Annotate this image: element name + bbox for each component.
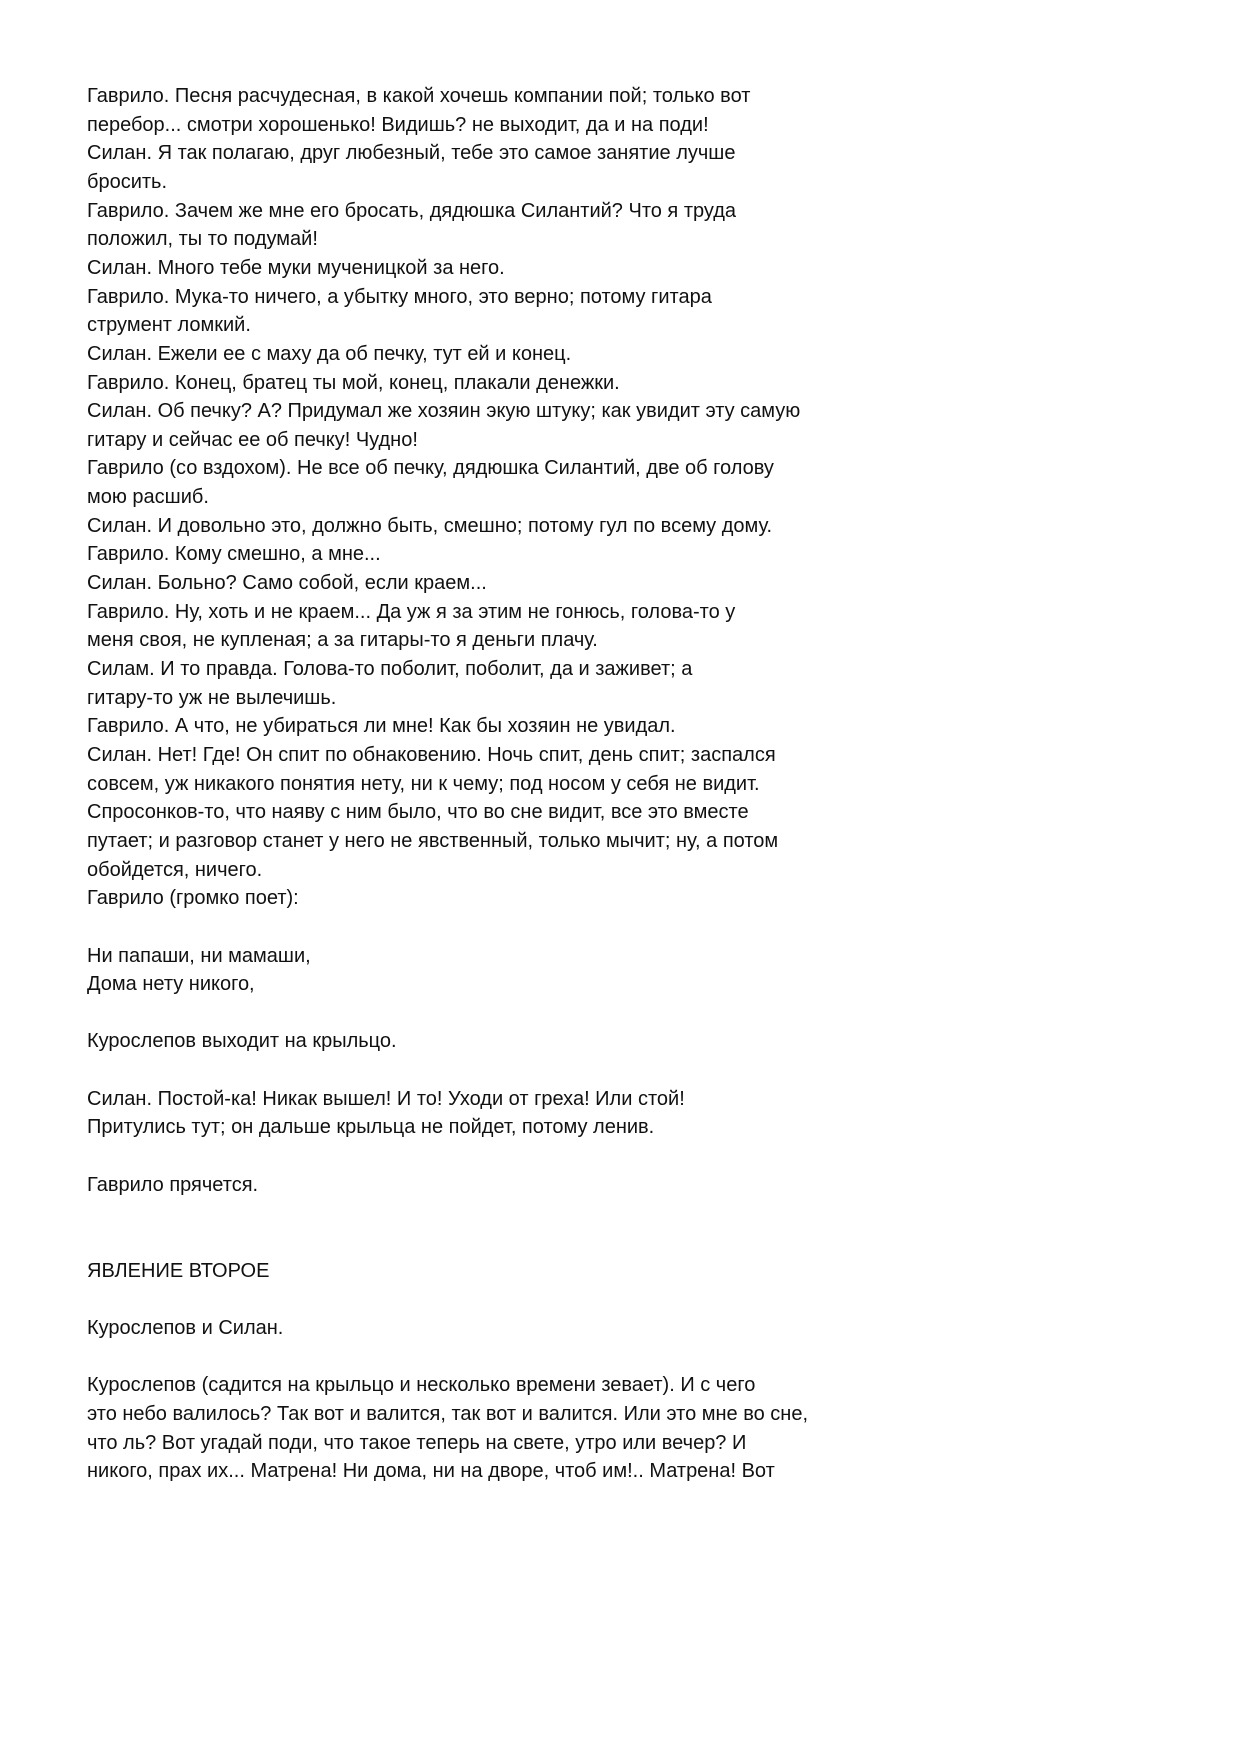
text-line: струмент ломкий. [87, 314, 251, 337]
text-line: что ль? Вот угадай поди, что такое теперь на свете, утро или вечер? И [87, 1431, 747, 1454]
text-line: мою расшиб. [87, 486, 209, 509]
text-line: Курослепов (садится на крыльцо и несколько времени зевает). И с чего [87, 1374, 756, 1397]
text-line: никого, прах их... Матрена! Ни дома, ни на дворе, чтоб им!.. Матрена! Вот [87, 1460, 775, 1483]
text-line: Силан. Ежели ее с маху да об печку, тут ей и конец. [87, 342, 572, 365]
text-line: ЯВЛЕНИЕ ВТОРОЕ [87, 1259, 270, 1282]
text-line: Гаврило. Кому смешно, а мне... [87, 543, 381, 566]
text-line: совсем, уж никакого понятия нету, ни к чему; под носом у себя не видит. [87, 772, 760, 795]
text-line: Гаврило. А что, не убираться ли мне! Как бы хозяин не увидал. [87, 715, 676, 738]
text-line: Гаврило. Песня расчудесная, в какой хочешь компании пой; только вот [87, 85, 751, 107]
text-line: Притулись тут; он дальше крыльца не пойдет, потому ленив. [87, 1116, 655, 1139]
text-line: Гаврило (громко поет): [87, 887, 299, 910]
text-line: Силан. Постой-ка! Никак вышел! И то! Уходи от греха! Или стой! [87, 1087, 685, 1110]
text-line: Спросонков-то, что наяву с ним было, что во сне видит, все это вместе [87, 801, 749, 824]
text-line: Ни папаши, ни мамаши, [87, 944, 311, 967]
text-line: путает; и разговор станет у него не явственный, только мычит; ну, а потом [87, 829, 779, 852]
text-line: меня своя, не купленая; а за гитары-то я деньги плачу. [87, 629, 598, 652]
text-line: Силан. Больно? Само собой, если краем... [87, 572, 487, 595]
text-line: Гаврило. Ну, хоть и не краем... Да уж я за этим не гонюсь, голова-то у [87, 600, 736, 623]
text-line: Дома нету никого, [87, 973, 255, 996]
text-line: Силан. Об печку? А? Придумал же хозяин экую штуку; как увидит эту самую [87, 400, 801, 423]
text-line: Силан. Нет! Где! Он спит по обнаковению. Ночь спит, день спит; заспался [87, 743, 776, 766]
text-line: перебор... смотри хорошенько! Видишь? не выходит, да и на поди! [87, 113, 709, 136]
text-line: Силан. И довольно это, должно быть, смешно; потому гул по всему дому. [87, 514, 773, 537]
text-line: Гаврило (со вздохом). Не все об печку, дядюшка Силантий, две об голову [87, 457, 774, 480]
text-line: Силан. Много тебе муки мученицкой за него. [87, 256, 505, 279]
text-line: положил, ты то подумай! [87, 228, 318, 251]
text-line: Силам. И то правда. Голова-то поболит, поболит, да и заживет; а [87, 658, 693, 680]
text-line: Гаврило. Мука-то ничего, а убытку много, это верно; потому гитара [87, 285, 712, 308]
text-line: гитару-то уж не вылечишь. [87, 686, 337, 709]
text-line: Гаврило прячется. [87, 1173, 259, 1196]
text-line: Гаврило. Зачем же мне его бросать, дядюшка Силантий? Что я труда [87, 199, 737, 222]
text-line: Силан. Я так полагаю, друг любезный, тебе это самое занятие лучше [87, 142, 736, 165]
text-line: обойдется, ничего. [87, 858, 263, 881]
text-line: бросить. [87, 170, 168, 193]
text-line: гитару и сейчас ее об печку! Чудно! [87, 428, 418, 451]
text-line: Гаврило. Конец, братец ты мой, конец, плакали денежки. [87, 371, 620, 394]
text-line: Курослепов и Силан. [87, 1316, 284, 1339]
text-line: Курослепов выходит на крыльцо. [87, 1030, 397, 1053]
text-line: это небо валилось? Так вот и валится, так вот и валится. Или это мне во сне, [87, 1402, 809, 1425]
